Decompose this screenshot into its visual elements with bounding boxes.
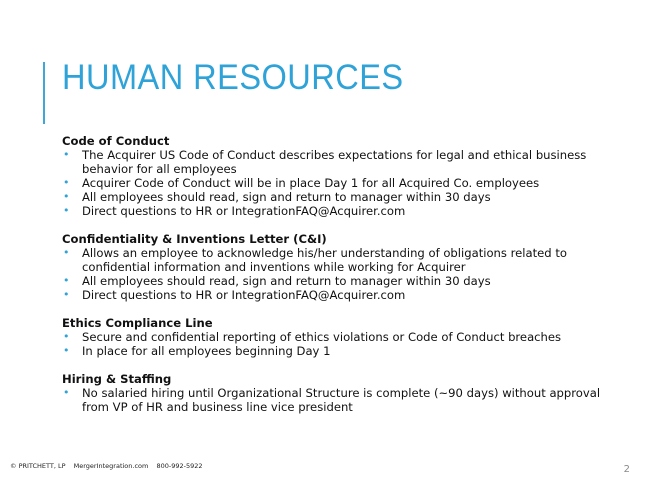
bullet-icon: • — [63, 204, 70, 217]
list-item — [62, 330, 622, 344]
section-heading: Code of Conduct — [62, 134, 170, 148]
page-number: 2 — [623, 464, 630, 475]
slide-body — [62, 134, 622, 428]
list-item-text: Direct questions to HR or IntegrationFAQ@Acquirer.com — [82, 288, 406, 302]
footer-copyright: © PRITCHETT, LP — [10, 462, 66, 470]
list-item-text: No salaried hiring until Organizational Structure is complete (~90 days) without approval from VP of HR and business line vice president — [82, 386, 601, 414]
list-item-text: Acquirer Code of Conduct will be in place Day 1 for all Acquired Co. employees — [82, 176, 540, 190]
list-item-text: Direct questions to HR or IntegrationFAQ@Acquirer.com — [82, 204, 406, 218]
bullet-icon: • — [63, 190, 70, 203]
bullet-icon: • — [63, 176, 70, 189]
title-accent-bar — [43, 62, 45, 124]
section-code-of-conduct — [62, 134, 622, 218]
bullet-icon: • — [63, 148, 70, 161]
bullet-list — [62, 148, 622, 218]
bullet-list — [62, 386, 622, 414]
list-item-text: In place for all employees beginning Day 1 — [82, 344, 331, 358]
list-item — [62, 386, 622, 414]
list-item — [62, 288, 622, 302]
section-heading: Confidentiality & Inventions Letter (C&I) — [62, 232, 327, 246]
footer-phone: 800-992-5922 — [156, 462, 203, 470]
footer — [10, 462, 208, 470]
list-item-text: Secure and confidential reporting of ethics violations or Code of Conduct breaches — [82, 330, 562, 344]
list-item — [62, 176, 622, 190]
list-item — [62, 204, 622, 218]
section-heading: Ethics Compliance Line — [62, 316, 213, 330]
list-item-text: All employees should read, sign and return to manager within 30 days — [82, 190, 491, 204]
bullet-list — [62, 246, 622, 302]
section-hiring-staffing — [62, 372, 622, 414]
footer-website: MergerIntegration.com — [73, 462, 149, 470]
list-item-text: The Acquirer US Code of Conduct describes expectations for legal and ethical business behavior for all employees — [82, 148, 587, 176]
bullet-icon: • — [63, 386, 70, 399]
bullet-icon: • — [63, 288, 70, 301]
bullet-icon: • — [63, 330, 70, 343]
bullet-icon: • — [63, 344, 70, 357]
section-ethics-compliance-line — [62, 316, 622, 358]
list-item — [62, 246, 622, 274]
list-item — [62, 148, 622, 176]
list-item — [62, 274, 622, 288]
bullet-icon: • — [63, 246, 70, 259]
slide-title: HUMAN RESOURCES — [62, 58, 404, 97]
list-item-text: Allows an employee to acknowledge his/her understanding of obligations related to confidential information and inventions while working for Acquirer — [82, 246, 567, 274]
list-item — [62, 344, 622, 358]
bullet-icon: • — [63, 274, 70, 287]
section-heading: Hiring & Staffing — [62, 372, 172, 386]
bullet-list — [62, 330, 622, 358]
list-item-text: All employees should read, sign and return to manager within 30 days — [82, 274, 491, 288]
list-item — [62, 190, 622, 204]
section-confidentiality-letter — [62, 232, 622, 302]
